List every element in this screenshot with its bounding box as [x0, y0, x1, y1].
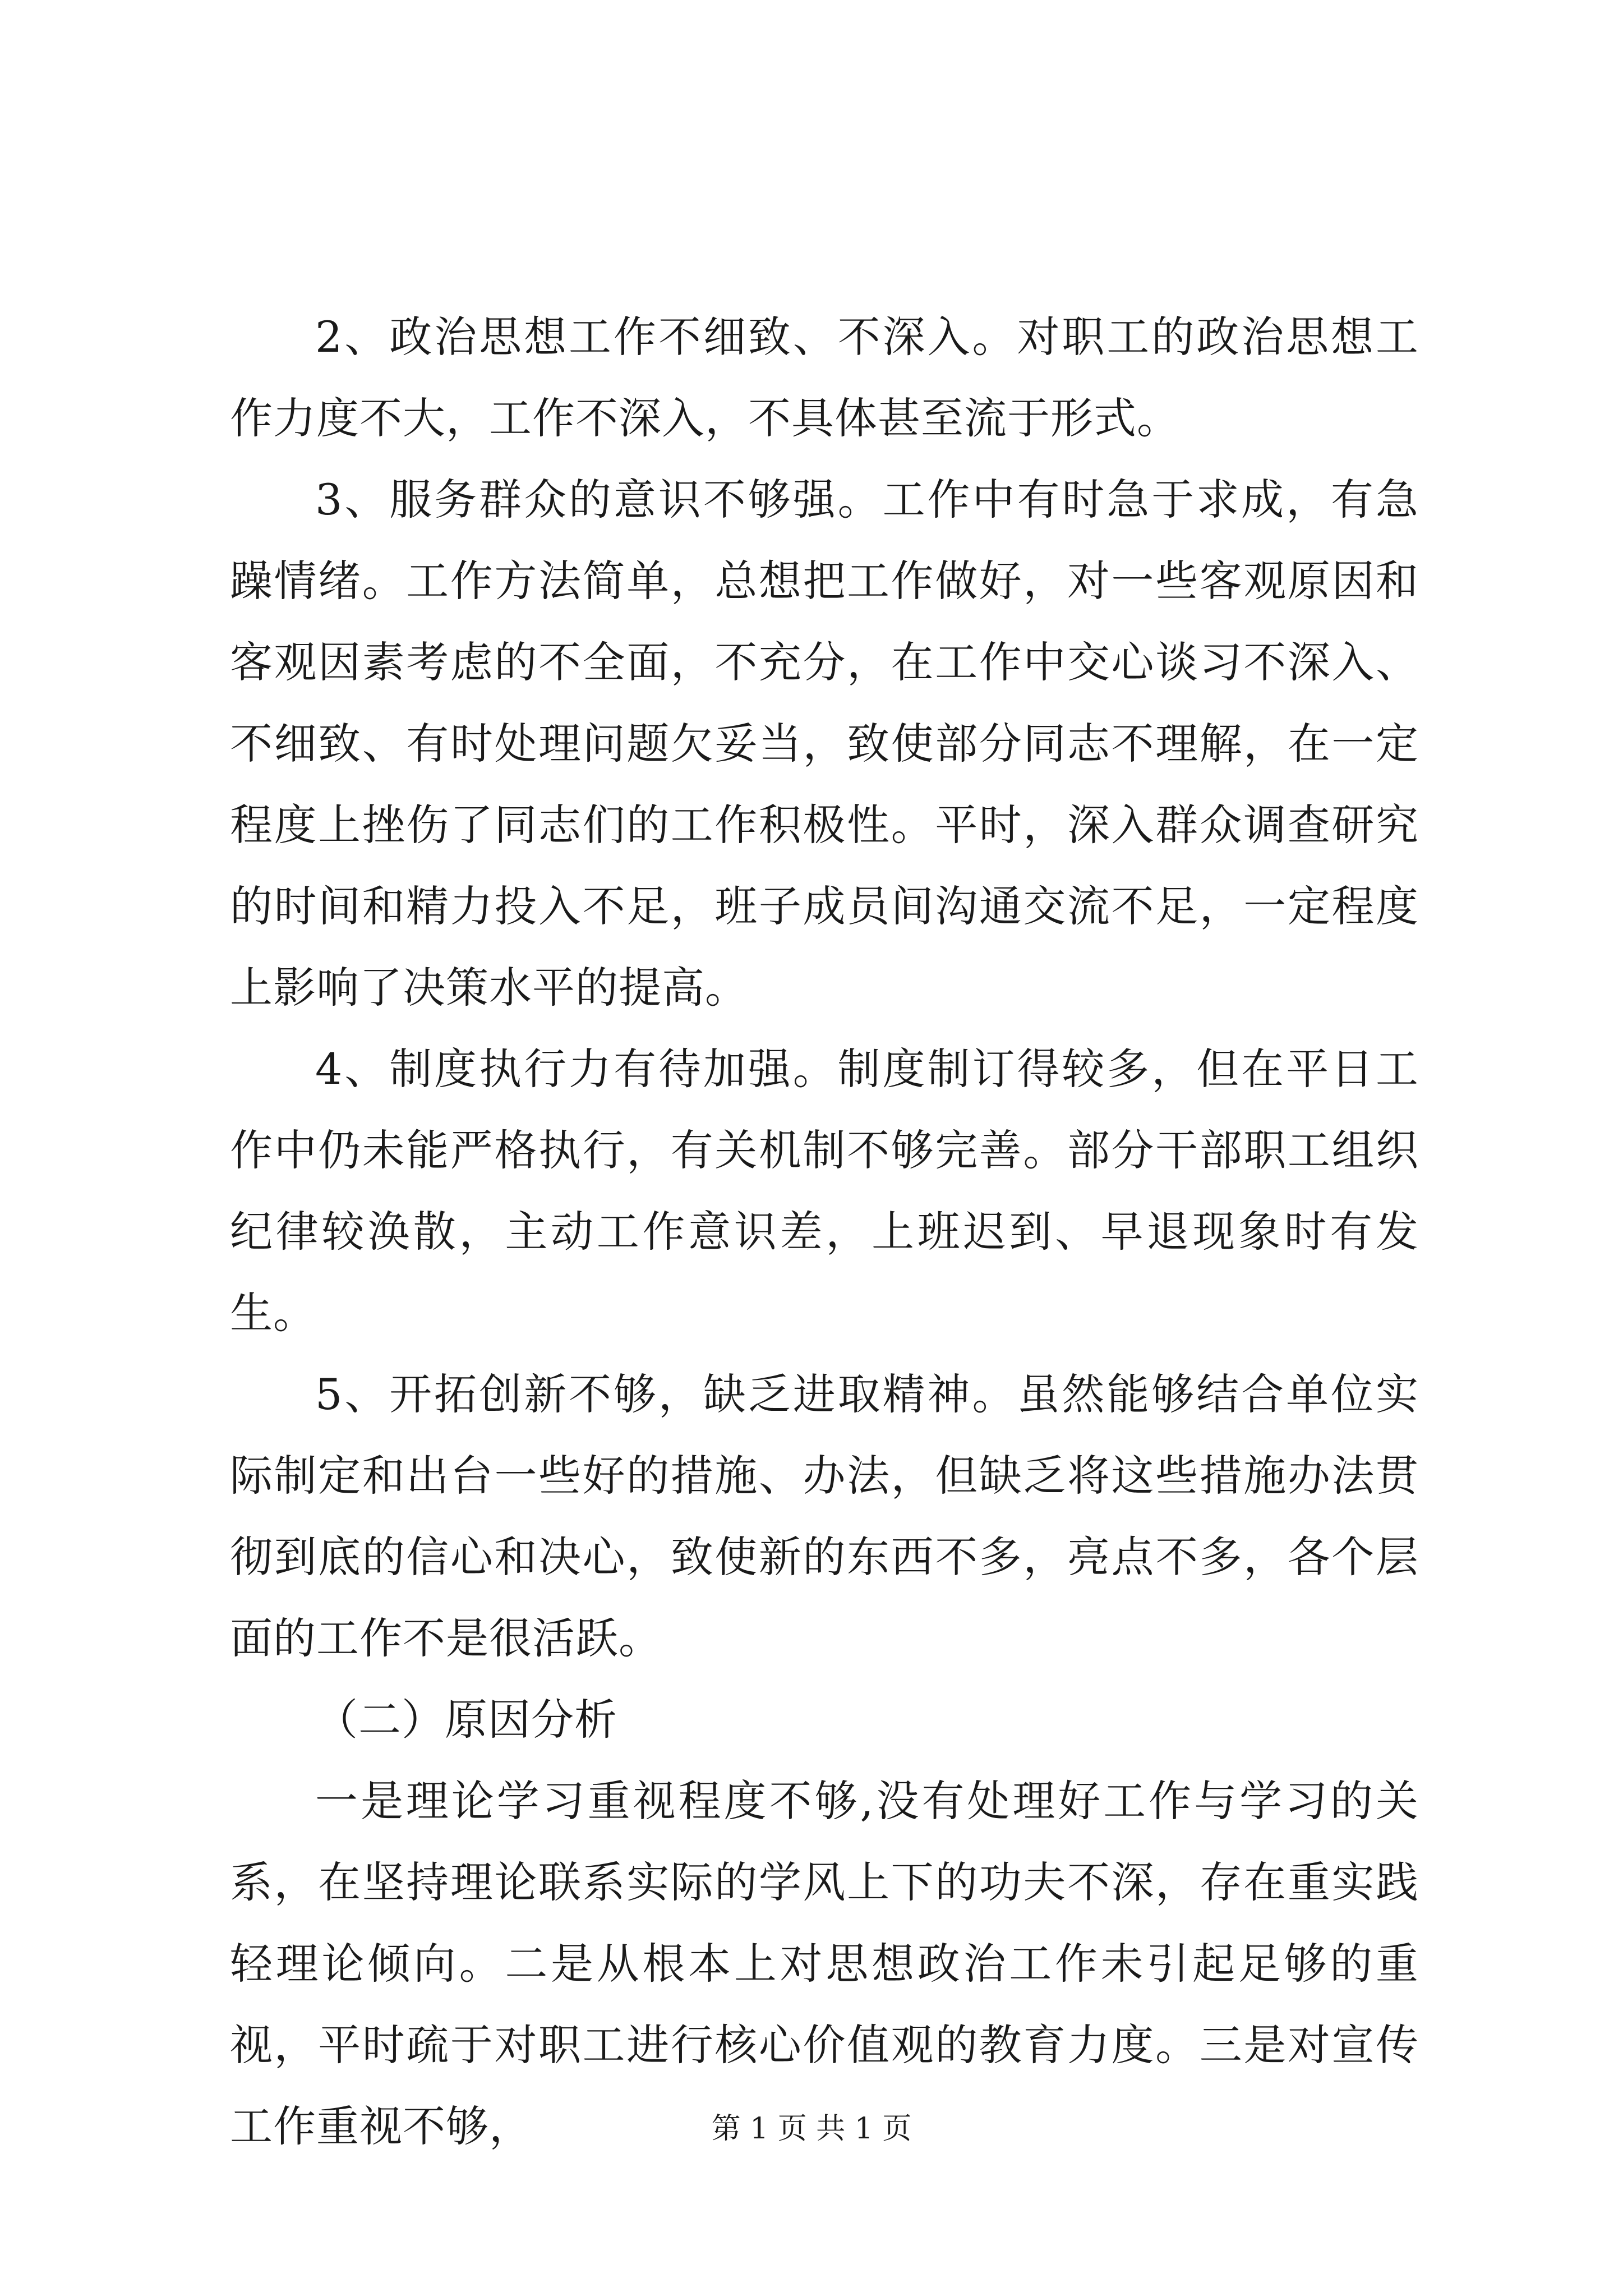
section-heading: （二）原因分析: [315, 1695, 617, 1745]
paragraph-item-4: 4、制度执行力有待加强。制度制订得较多，但在平日工作中仍未能严格执行，有关机制不够完善。部分干部职工组织纪律较涣散，主动工作意识差，上班迟到、早退现象时有发生。: [230, 1044, 1419, 1338]
paragraph-item-2: 2、政治思想工作不细致、不深入。对职工的政治思想工作力度不大，工作不深入，不具体甚至流于形式。: [230, 312, 1419, 443]
paragraph-item-3: 3、服务群众的意识不够强。工作中有时急于求成，有急躁情绪。工作方法简单，总想把工作做好，对一些客观原因和客观因素考虑的不全面，不充分，在工作中交心谈习不深入、不细致、有时处理问题欠妥当，致使部分同志不理解，在一定程度上挫伤了同志们的工作积极性。平时，深入群众调查研究的时间和精力投入不足，班子成员间沟通交流不足，一定程度上影响了决策水平的提高。: [230, 475, 1419, 1013]
document-body: [230, 296, 1419, 2167]
paragraph-item-5: 5、开拓创新不够，缺乏进取精神。虽然能够结合单位实际制定和出台一些好的措施、办法，但缺乏将这些措施办法贯彻到底的信心和决心，致使新的东西不多，亮点不多，各个层面的工作不是很活跃。: [230, 1369, 1419, 1663]
analysis-paragraph: 一是理论学习重视程度不够,没有处理好工作与学习的关系，在坚持理论联系实际的学风上下的功夫不深，存在重实践轻理论倾向。二是从根本上对思想政治工作未引起足够的重视，平时疏于对职工进行核心价值观的教育力度。三是对宣传工作重视不够，: [230, 1776, 1419, 2151]
page-footer: 第 1 页 共 1 页: [711, 2112, 912, 2146]
